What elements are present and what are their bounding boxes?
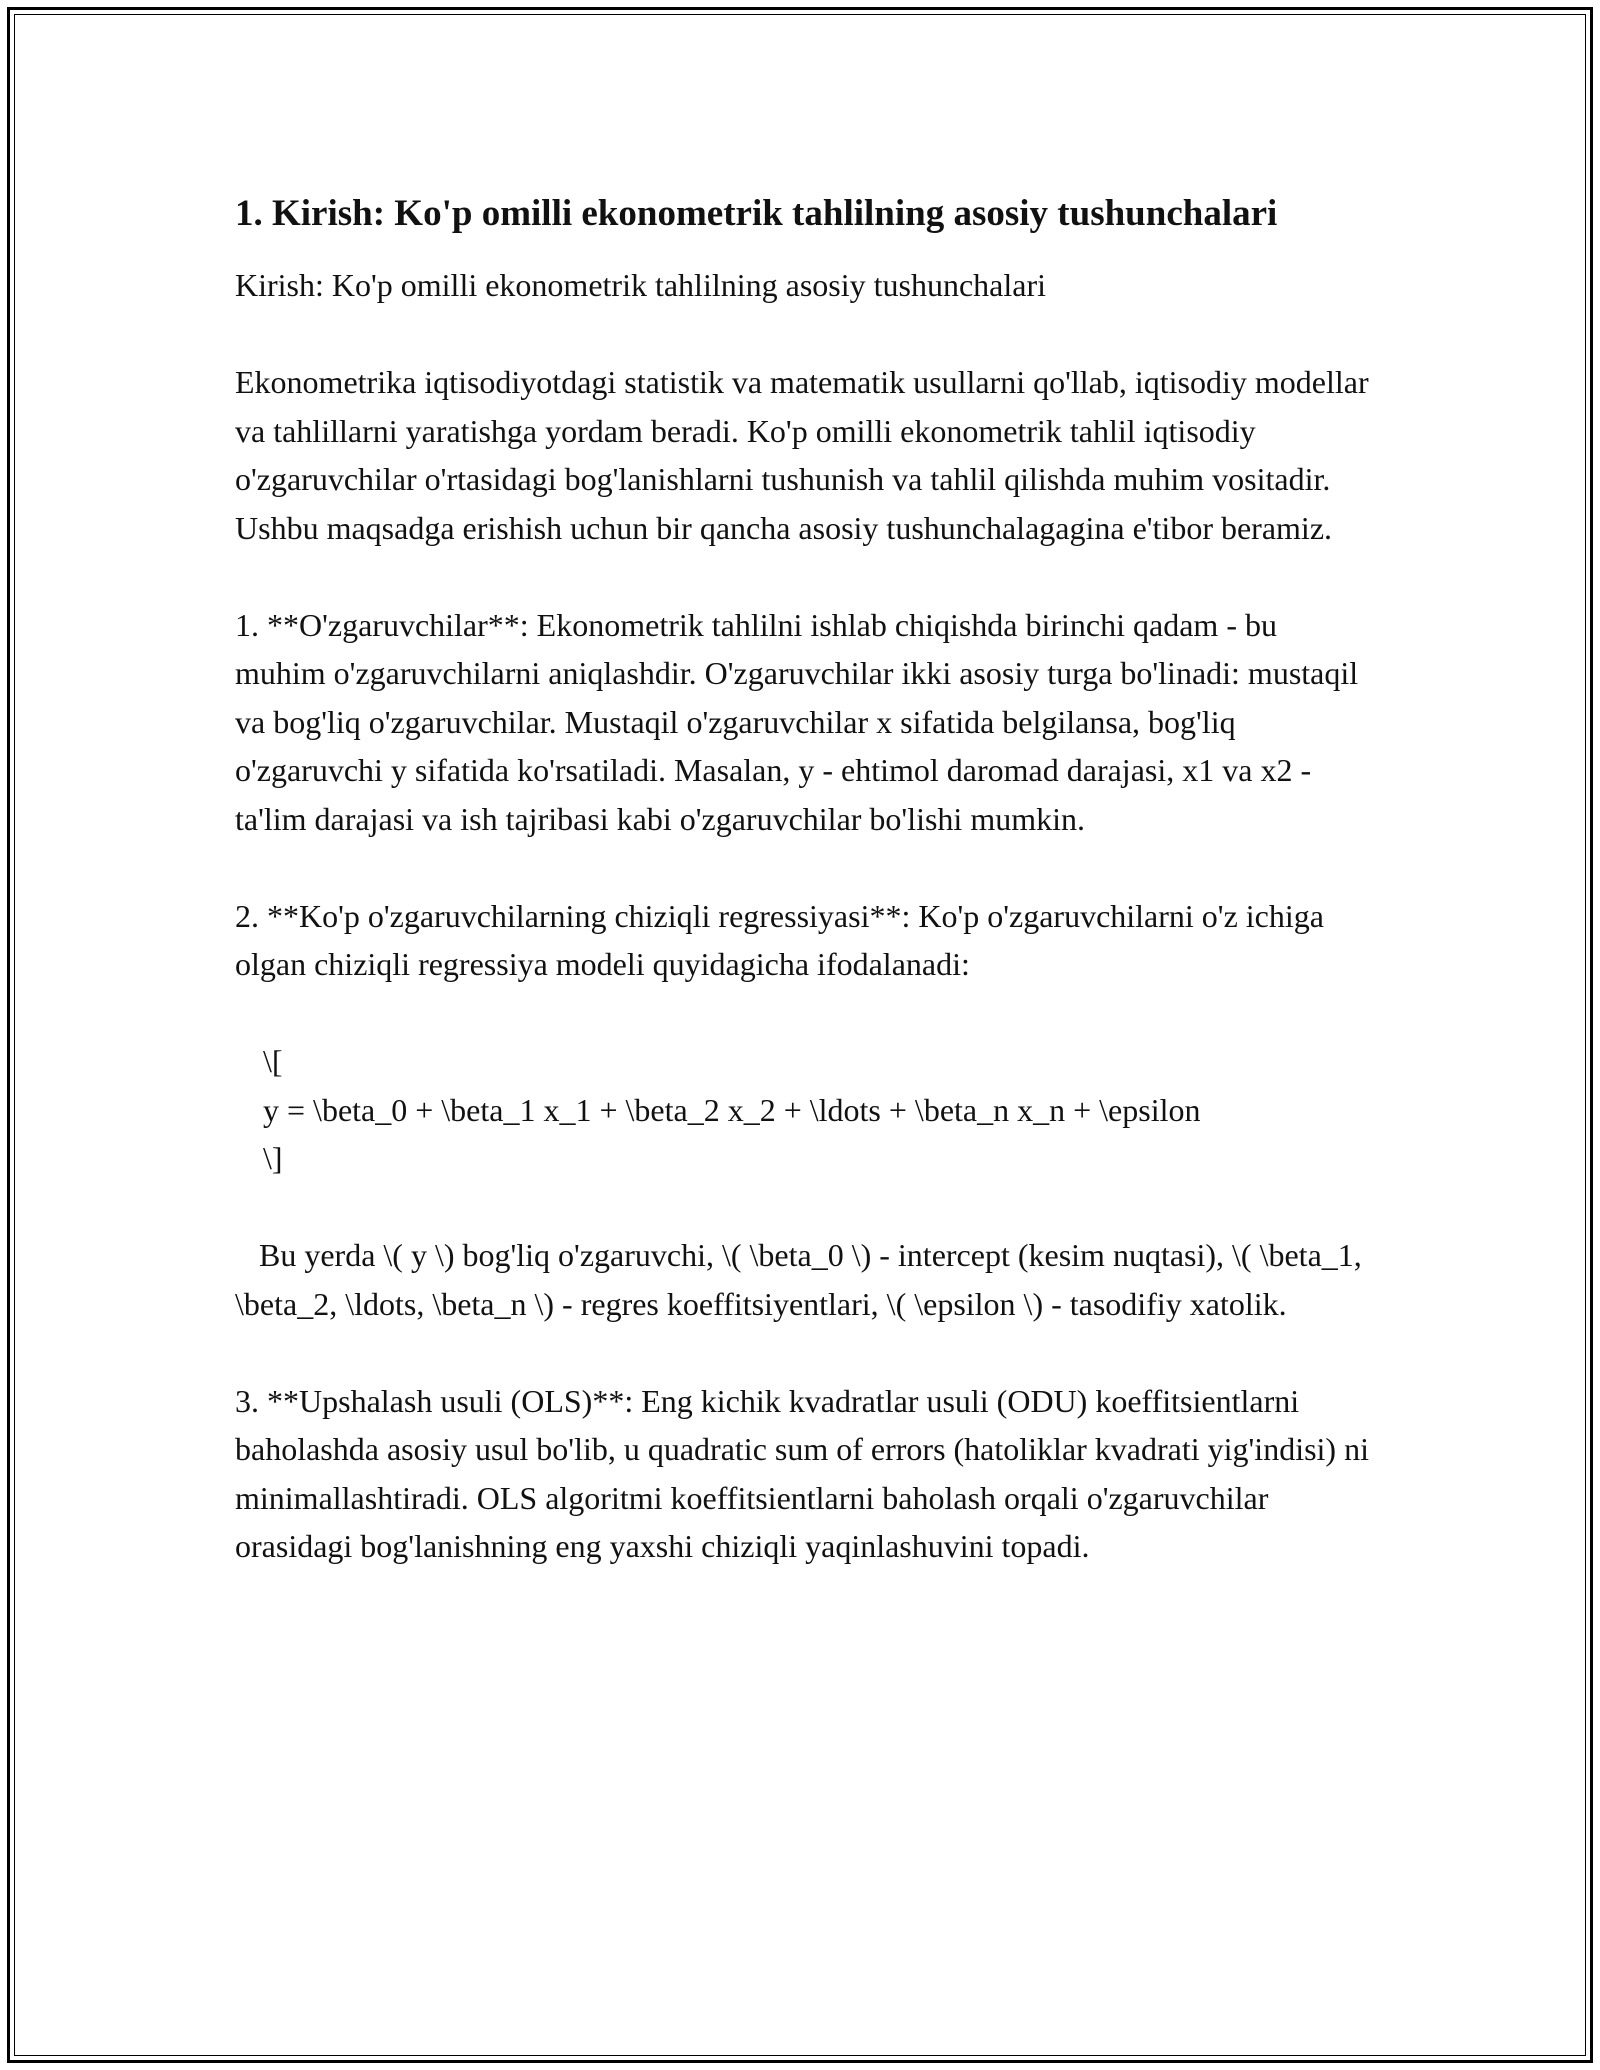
- paragraph-gap: [235, 1328, 1375, 1377]
- point-ols: 3. **Upshalash usuli (OLS)**: Eng kichik kvadratlar usuli (ODU) koeffitsientlarni baholashda asosiy usul bo'lib, u quadratic sum of errors (hatoliklar kvadrati yig'indisi) ni minimallashtiradi. OLS algoritmi koeffitsientlarni baholash orqali o'zgaruvchilar orasidagi bog'lanishning eng yaxshi chiziqli yaqinlashuvini topadi.: [235, 1382, 1377, 1564]
- paragraph-gap: [235, 989, 1375, 1038]
- formula-body: y = \beta_0 + \beta_1 x_1 + \beta_2 x_2 + \ldots + \beta_n x_n + \epsilon: [263, 1091, 1201, 1128]
- point-variables: 1. **O'zgaruvchilar**: Ekonometrik tahlilni ishlab chiqishda birinchi qadam - bu muhim o'zgaruvchilarni aniqlashdir. O'zgaruvchilar ikki asosiy turga bo'linadi: mustaqil va bog'liq o'zgaruvchilar. Mustaqil o'zgaruvchilar x sifatida belgilansa, bog'liq o'zgaruvchi y sifatida ko'rsatiladi. Masalan, y - ehtimol daromad darajasi, x1 va x2 - ta'lim darajasi va ish tajribasi kabi o'zgaruvchilar bo'lishi mumkin.: [235, 606, 1367, 837]
- formula-close: \]: [263, 1140, 283, 1176]
- document-body: [235, 186, 1375, 1571]
- formula-block: [235, 1037, 1375, 1183]
- document-title: 1. Kirish: Ko'p omilli ekonometrik tahlilning asosiy tushunchalari: [235, 193, 1278, 234]
- intro-paragraph: Ekonometrika iqtisodiyotdagi statistik va matematik usullarni qo'llab, iqtisodiy modellar va tahlillarni yaratishga yordam beradi. Ko'p omilli ekonometrik tahlil iqtisodiy o'zgaruvchilar o'rtasidagi bog'lanishlarni tushunish va tahlil qilishda muhim vositadir. Ushbu maqsadga erishish uchun bir qancha asosiy tushunchalagagina e'tibor beramiz.: [235, 364, 1377, 546]
- paragraph-gap: [235, 552, 1375, 601]
- formula-explanation: Bu yerda \( y \) bog'liq o'zgaruvchi, \( \beta_0 \) - intercept (kesim nuqtasi), \( \beta_1, \beta_2, \ldots, \beta_n \) - regres koeffitsiyentlari, \( \epsilon \) - tasodifiy xatolik.: [235, 1237, 1370, 1322]
- document-subtitle: Kirish: Ko'p omilli ekonometrik tahlilning asosiy tushunchalari: [235, 267, 1046, 303]
- paragraph-gap: [235, 843, 1375, 892]
- point-linear-regression: 2. **Ko'p o'zgaruvchilarning chiziqli regressiyasi**: Ko'p o'zgaruvchilarni o'z ichiga olgan chiziqli regressiya modeli quyidagicha ifodalanadi:: [235, 897, 1332, 982]
- paragraph-gap: [235, 310, 1375, 359]
- paragraph-gap: [235, 1183, 1375, 1232]
- formula-open: \[: [263, 1043, 283, 1079]
